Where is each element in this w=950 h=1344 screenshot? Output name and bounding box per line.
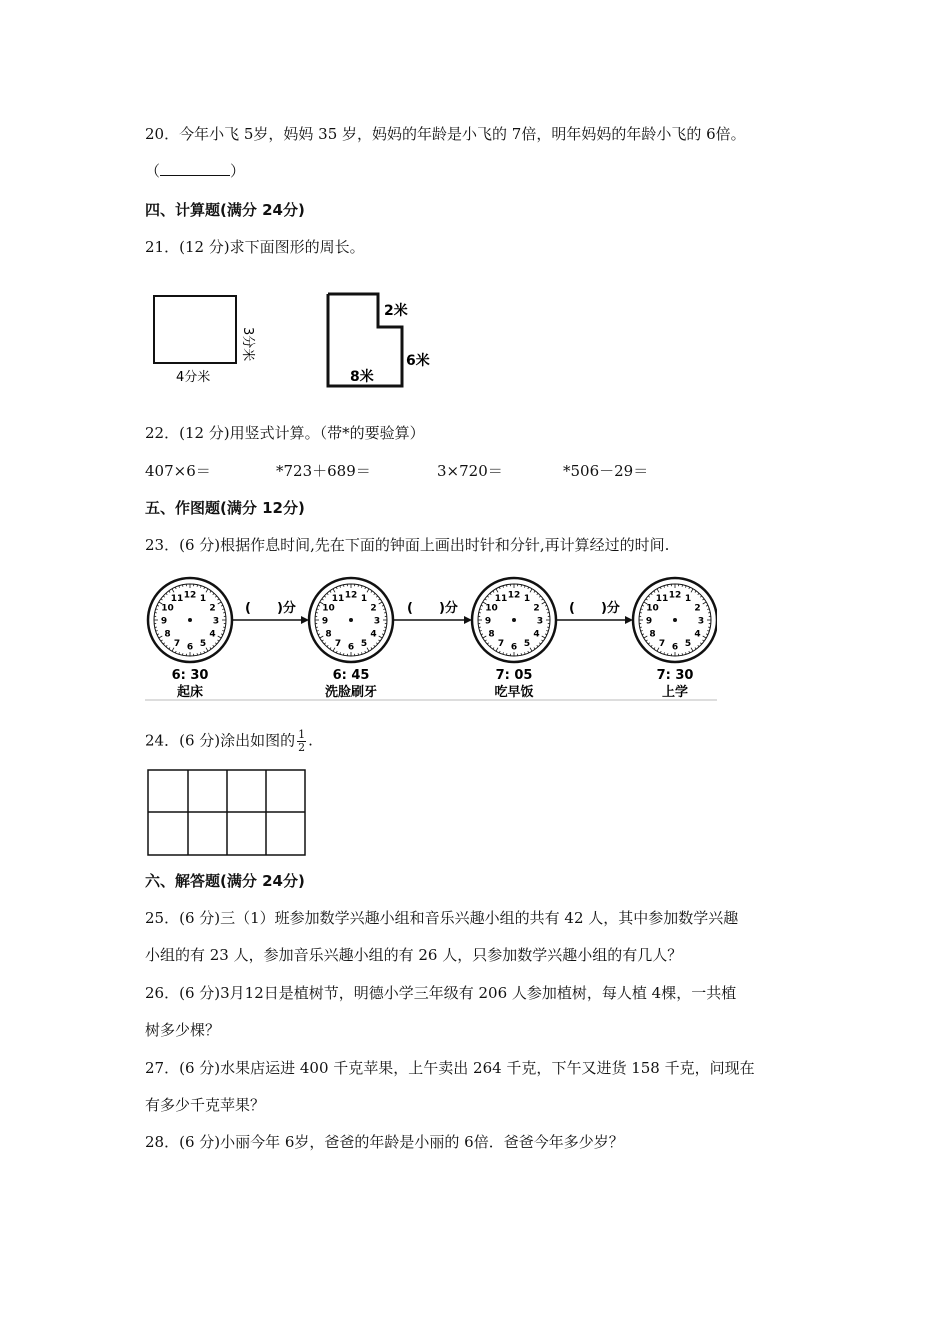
clock-time-label: 7: 05 (495, 668, 533, 683)
clock-activity-label: 上学 (661, 685, 689, 700)
question-23: 23．(6 分)根据作息时间,先在下面的钟面上画出时针和分针,再计算经过的时间. (145, 536, 670, 554)
clock-3[interactable] (472, 578, 556, 700)
clock-numeral: 4 (370, 629, 377, 640)
section-4-heading: 四、计算题(满分 24分) (145, 201, 305, 219)
interval-arrow (393, 600, 472, 624)
clock-numeral: 5 (199, 639, 207, 650)
clock-numeral: 7 (173, 639, 181, 650)
section-5-heading: 五、作图题(满分 12分) (145, 499, 305, 517)
clock-numeral: 7 (658, 639, 666, 650)
question-22: 22．(12 分)用竖式计算。（带*的要验算） (145, 424, 425, 442)
interval-label: ( )分 (245, 601, 296, 616)
clock-activity-label: 洗脸刷牙 (324, 685, 378, 700)
clock-activity-label: 起床 (176, 685, 204, 700)
fraction-one-half (297, 729, 306, 754)
paren-close: ） (230, 162, 246, 180)
q24-text: 24．(6 分)涂出如图的 (145, 731, 296, 750)
clock-numeral: 11 (331, 593, 345, 604)
question-20: 20．今年小飞 5岁，妈妈 35 岁，妈妈的年龄是小飞的 7倍，明年妈妈的年龄小飞的 6倍。 (145, 125, 746, 143)
clock-numeral: 6 (186, 642, 194, 653)
interval-label: ( )分 (407, 601, 458, 616)
shading-grid[interactable] (146, 768, 308, 858)
question-27-line-1: 27．(6 分)水果店运进 400 千克苹果，上午卖出 264 千克，下午又进货 158 千克，问现在 (145, 1059, 755, 1077)
blank-line (160, 161, 230, 176)
fraction-numerator: 1 (298, 728, 306, 741)
clock-numeral: 2 (694, 603, 701, 614)
clock-time-label: 6: 30 (171, 668, 209, 683)
clock-numeral: 10 (485, 603, 498, 614)
shape-top-label: 2米 (384, 303, 408, 319)
clock-numeral: 12 (668, 590, 682, 601)
calc-item-2: *723＋689＝ (276, 462, 371, 480)
answer-blank-20[interactable] (145, 161, 245, 181)
calc-item-4: *506－29＝ (563, 462, 649, 480)
interval-label: ( )分 (569, 601, 620, 616)
clock-numeral: 3 (373, 616, 381, 627)
clock-numeral: 2 (209, 603, 216, 614)
interval-arrow (232, 600, 309, 624)
clock-numeral: 1 (199, 593, 207, 604)
clock-numeral: 11 (655, 593, 669, 604)
clock-activity-label: 吃早饭 (494, 685, 534, 700)
clock-numeral: 8 (164, 629, 171, 640)
paren-open: （ (145, 162, 161, 180)
clock-numeral: 2 (533, 603, 540, 614)
clock-numeral: 12 (183, 590, 197, 601)
clock-numeral: 11 (494, 593, 508, 604)
question-26-line-2: 树多少棵？ (145, 1021, 221, 1039)
clock-numeral: 2 (370, 603, 377, 614)
clock-numeral: 11 (170, 593, 184, 604)
clock-numeral: 4 (694, 629, 701, 640)
clock-numeral: 8 (325, 629, 332, 640)
clock-numeral: 10 (322, 603, 335, 614)
clock-numeral: 6 (510, 642, 518, 653)
clock-numeral: 7 (334, 639, 342, 650)
clock-numeral: 12 (344, 590, 358, 601)
clock-numeral: 5 (523, 639, 531, 650)
clock-1[interactable] (148, 578, 232, 700)
clock-numeral: 9 (321, 616, 329, 627)
clock-numeral: 9 (160, 616, 168, 627)
perimeter-figures (140, 285, 450, 395)
clock-numeral: 9 (484, 616, 492, 627)
clock-numeral: 8 (488, 629, 495, 640)
q24-text-end: . (308, 731, 313, 750)
rect-side-label: 3分米 (240, 327, 255, 362)
calc-item-3: 3×720＝ (437, 462, 503, 480)
question-21: 21．(12 分)求下面图形的周长。 (145, 238, 365, 256)
clock-numeral: 6 (671, 642, 679, 653)
clock-numeral: 10 (646, 603, 659, 614)
clock-numeral: 10 (161, 603, 174, 614)
section-6-heading: 六、解答题(满分 24分) (145, 872, 305, 890)
rect-bottom-label: 4分米 (176, 370, 211, 385)
calc-item-1: 407×6＝ (145, 462, 211, 480)
rectangle-shape (154, 296, 236, 363)
clock-numeral: 7 (497, 639, 505, 650)
question-27-line-2: 有多少千克苹果？ (145, 1096, 266, 1114)
question-25-line-2: 小组的有 23 人，参加音乐兴趣小组的有 26 人，只参加数学兴趣小组的有几人？ (145, 946, 683, 964)
clock-numeral: 5 (684, 639, 692, 650)
clock-numeral: 1 (360, 593, 368, 604)
clock-numeral: 4 (209, 629, 216, 640)
clock-numeral: 3 (536, 616, 544, 627)
interval-arrow (556, 600, 633, 624)
shape-bottom-label: 8米 (350, 369, 374, 385)
clock-schedule (145, 572, 717, 702)
clock-numeral: 1 (523, 593, 531, 604)
clock-4[interactable] (633, 578, 717, 700)
question-24 (145, 729, 313, 754)
clock-numeral: 3 (212, 616, 220, 627)
clock-numeral: 12 (507, 590, 521, 601)
clock-numeral: 3 (697, 616, 705, 627)
question-25-line-1: 25．(6 分)三（1）班参加数学兴趣小组和音乐兴趣小组的共有 42 人，其中参加数学兴趣 (145, 909, 739, 927)
clock-numeral: 9 (645, 616, 653, 627)
clock-numeral: 4 (533, 629, 540, 640)
clock-numeral: 1 (684, 593, 692, 604)
clock-numeral: 5 (360, 639, 368, 650)
clock-numeral: 6 (347, 642, 355, 653)
clock-2[interactable] (309, 578, 393, 700)
clock-time-label: 7: 30 (656, 668, 694, 683)
shape-right-label: 6米 (406, 353, 430, 369)
clock-time-label: 6: 45 (332, 668, 370, 683)
fraction-denominator: 2 (298, 741, 306, 754)
question-26-line-1: 26．(6 分)3月12日是植树节，明德小学三年级有 206 人参加植树，每人植 4棵，一共植 (145, 984, 737, 1002)
question-28: 28．(6 分)小丽今年 6岁，爸爸的年龄是小丽的 6倍．爸爸今年多少岁？ (145, 1133, 624, 1151)
clock-numeral: 8 (649, 629, 656, 640)
